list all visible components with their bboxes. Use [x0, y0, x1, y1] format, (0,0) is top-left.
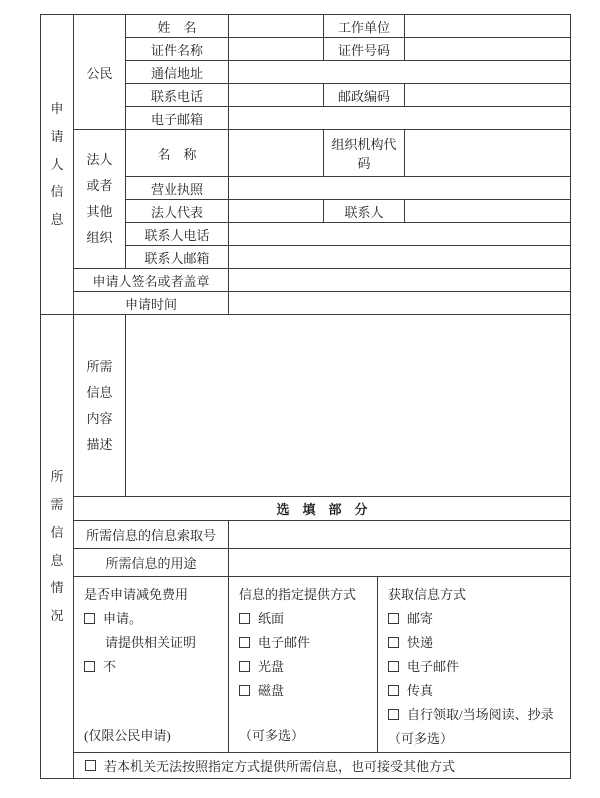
checkbox-option-email-obtain[interactable] — [388, 659, 562, 674]
checkbox-icon[interactable] — [239, 685, 250, 696]
field-label-license: 营业执照 — [126, 177, 229, 200]
provide-method-note: （可多选） — [239, 728, 305, 743]
checkbox-option-fax[interactable] — [388, 683, 562, 698]
fee-apply-hint: 请提供相关证明 — [105, 635, 197, 650]
applicant-section-vertical-label: 申请人信息 — [50, 100, 64, 228]
checkbox-icon[interactable] — [388, 613, 399, 624]
checkbox-option-mail[interactable] — [388, 611, 562, 626]
checkbox-icon[interactable] — [85, 760, 96, 771]
citizen-id-number-value-cell[interactable] — [405, 38, 571, 61]
obtain-method-cell — [378, 577, 571, 753]
field-label-work-unit: 工作单位 — [324, 15, 405, 38]
obtain-option-label: 传真 — [407, 683, 434, 698]
required-info-section-vertical-label: 所需信息情况 — [50, 468, 64, 624]
organization-group-label-text: 法人或者其他组织 — [86, 152, 113, 245]
fallback-option-label: 若本机关无法按照指定方式提供所需信息，也可接受其他方式 — [104, 759, 456, 774]
citizen-email-value-cell[interactable] — [229, 107, 571, 130]
provide-option-label: 光盘 — [258, 659, 285, 674]
obtain-option-label: 快递 — [407, 635, 434, 650]
org-contact-value-cell[interactable] — [405, 200, 571, 223]
checkbox-option-email-provide[interactable] — [239, 635, 369, 650]
obtain-method-note: （可多选） — [388, 731, 454, 746]
field-label-apply-time: 申请时间 — [74, 292, 229, 315]
provide-method-title: 信息的指定提供方式 — [239, 587, 357, 602]
field-label-email: 电子邮箱 — [126, 107, 229, 130]
fee-waiver-cell — [74, 577, 229, 753]
org-contact-email-value-cell[interactable] — [229, 246, 571, 269]
field-label-org-name: 名 称 — [126, 130, 229, 177]
obtain-option-label: 电子邮件 — [407, 659, 460, 674]
field-label-index-number: 所需信息的信息索取号 — [74, 521, 229, 549]
applicant-info-table — [40, 14, 571, 315]
checkbox-icon[interactable] — [84, 661, 95, 672]
obtain-option-label: 邮寄 — [407, 611, 434, 626]
obtain-method-title: 获取信息方式 — [388, 587, 467, 602]
org-legal-rep-value-cell[interactable] — [229, 200, 324, 223]
field-label-description — [74, 315, 126, 497]
required-info-table — [40, 314, 571, 779]
checkbox-icon[interactable] — [239, 613, 250, 624]
citizen-phone-value-cell[interactable] — [229, 84, 324, 107]
checkbox-option-self-pickup[interactable] — [388, 707, 562, 722]
fee-apply-label: 申请。 — [103, 611, 143, 626]
org-code-value-cell[interactable] — [405, 130, 571, 177]
field-label-signature: 申请人签名或者盖章 — [74, 269, 229, 292]
signature-value-cell[interactable] — [229, 269, 571, 292]
group-label-citizen: 公民 — [74, 15, 126, 130]
field-label-address: 通信地址 — [126, 61, 229, 84]
provide-option-label: 电子邮件 — [258, 635, 311, 650]
checkbox-icon[interactable] — [388, 661, 399, 672]
field-label-postcode: 邮政编码 — [324, 84, 405, 107]
field-label-org-code: 组织机构代码 — [324, 130, 405, 177]
field-label-contact-phone: 联系人电话 — [126, 223, 229, 246]
checkbox-option-paper[interactable] — [239, 611, 369, 626]
citizen-id-name-value-cell[interactable] — [229, 38, 324, 61]
description-value-cell[interactable] — [126, 315, 571, 497]
field-label-name: 姓 名 — [126, 15, 229, 38]
field-label-contact-email: 联系人邮箱 — [126, 246, 229, 269]
checkbox-option-fee-no[interactable] — [84, 659, 220, 674]
citizen-postcode-value-cell[interactable] — [405, 84, 571, 107]
fee-waiver-note: (仅限公民申请) — [84, 728, 171, 743]
checkbox-option-fallback[interactable] — [85, 756, 567, 775]
purpose-value-cell[interactable] — [229, 549, 571, 577]
field-label-id-number: 证件号码 — [324, 38, 405, 61]
checkbox-icon[interactable] — [239, 661, 250, 672]
provide-option-label: 纸面 — [258, 611, 285, 626]
apply-time-value-cell[interactable] — [229, 292, 571, 315]
field-label-contact: 联系人 — [324, 200, 405, 223]
checkbox-icon[interactable] — [388, 637, 399, 648]
section-label-applicant-info — [41, 15, 74, 315]
group-label-organization — [74, 130, 126, 269]
checkbox-icon[interactable] — [388, 709, 399, 720]
provide-option-label: 磁盘 — [258, 683, 285, 698]
checkbox-option-disk[interactable] — [239, 683, 369, 698]
optional-section-header: 选 填 部 分 — [74, 497, 571, 521]
obtain-option-label: 自行领取/当场阅读、抄录 — [407, 707, 554, 722]
checkbox-option-express[interactable] — [388, 635, 562, 650]
citizen-address-value-cell[interactable] — [229, 61, 571, 84]
fallback-option-cell — [74, 753, 571, 779]
citizen-work-unit-value-cell[interactable] — [405, 15, 571, 38]
citizen-name-value-cell[interactable] — [229, 15, 324, 38]
section-label-required-info — [41, 315, 74, 779]
checkbox-icon[interactable] — [84, 613, 95, 624]
information-request-form — [40, 14, 570, 779]
fee-no-label: 不 — [103, 659, 117, 674]
checkbox-option-cd[interactable] — [239, 659, 369, 674]
org-contact-phone-value-cell[interactable] — [229, 223, 571, 246]
description-label-text: 所需信息内容描述 — [86, 358, 113, 452]
org-name-value-cell[interactable] — [229, 130, 324, 177]
field-label-id-name: 证件名称 — [126, 38, 229, 61]
checkbox-icon[interactable] — [388, 685, 399, 696]
field-label-purpose: 所需信息的用途 — [74, 549, 229, 577]
index-number-value-cell[interactable] — [229, 521, 571, 549]
org-license-value-cell[interactable] — [229, 177, 571, 200]
fee-waiver-title: 是否申请减免费用 — [84, 587, 189, 602]
checkbox-option-fee-apply[interactable] — [84, 611, 220, 626]
field-label-legal-rep: 法人代表 — [126, 200, 229, 223]
provide-method-cell — [229, 577, 378, 753]
checkbox-icon[interactable] — [239, 637, 250, 648]
field-label-phone: 联系电话 — [126, 84, 229, 107]
